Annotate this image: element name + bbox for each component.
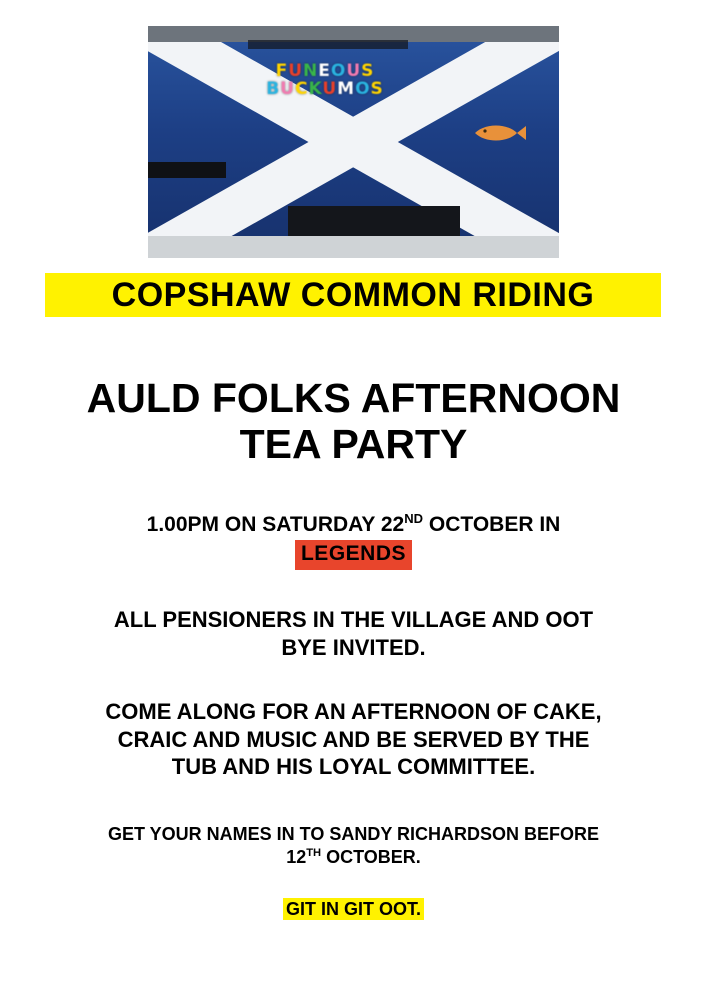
time-suffix: OCTOBER IN bbox=[423, 513, 561, 536]
description-line-1: COME ALONG FOR AN AFTERNOON OF CAKE, bbox=[105, 699, 602, 724]
rsvp-date-ordinal: TH bbox=[306, 846, 322, 859]
rsvp-text bbox=[0, 823, 707, 868]
venue-line bbox=[0, 538, 707, 569]
rsvp-date-prefix: 12 bbox=[286, 846, 307, 867]
closing-text bbox=[0, 898, 707, 921]
headline-line-2: TEA PARTY bbox=[239, 420, 468, 467]
invitation-line-1: ALL PENSIONERS IN THE VILLAGE AND OOT bbox=[113, 607, 594, 632]
venue-name: LEGENDS bbox=[295, 540, 412, 569]
time-and-venue bbox=[0, 512, 707, 570]
time-prefix: 1.00PM ON SATURDAY 22 bbox=[146, 513, 405, 536]
page-title bbox=[0, 376, 707, 468]
description-line-2: CRAIC AND MUSIC AND BE SERVED BY THE bbox=[117, 726, 590, 752]
photo-bottom-edge bbox=[148, 236, 559, 258]
invitation-text bbox=[0, 606, 707, 661]
photo-left-shadow bbox=[148, 162, 226, 178]
headline-line-1: AULD FOLKS AFTERNOON bbox=[86, 375, 621, 421]
rsvp-line-1: GET YOUR NAMES IN TO SANDY RICHARDSON BEFORE bbox=[107, 824, 600, 844]
rsvp-line-2 bbox=[0, 846, 707, 869]
photo-bottom-shadow bbox=[288, 206, 461, 236]
flag-photo bbox=[148, 26, 559, 258]
event-title: COPSHAW COMMON RIDING bbox=[111, 275, 595, 314]
photo-letter-banner bbox=[240, 48, 410, 114]
photo-banner-line-1: FUNEOUS bbox=[275, 61, 375, 82]
description-text bbox=[0, 698, 707, 781]
time-ordinal: ND bbox=[404, 511, 424, 526]
photo-banner-line-2: BUCKUMOS bbox=[266, 79, 384, 99]
fish-icon bbox=[473, 122, 527, 144]
invitation-line-2: BYE INVITED. bbox=[281, 634, 426, 660]
description-line-3: TUB AND HIS LOYAL COMMITTEE. bbox=[171, 754, 536, 779]
flag-photo-image bbox=[148, 26, 559, 258]
event-title-banner bbox=[45, 273, 661, 317]
time-line bbox=[0, 512, 707, 538]
closing-slogan: GIT IN GIT OOT. bbox=[283, 898, 424, 920]
rsvp-date-suffix: OCTOBER. bbox=[321, 846, 421, 867]
